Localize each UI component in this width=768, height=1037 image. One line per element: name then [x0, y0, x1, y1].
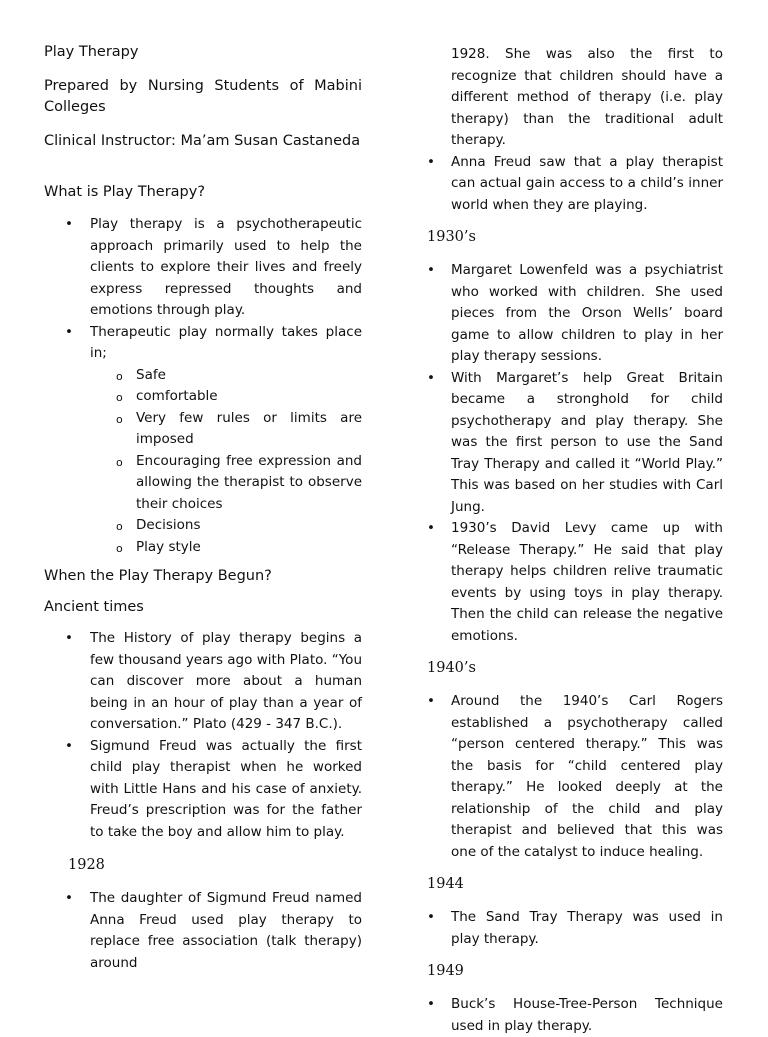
- list-item: • Anna Freud saw that a play therapist can actual gain access to a child’s inner world when they are playing.: [427, 152, 723, 217]
- heading-1928: 1928: [68, 857, 105, 873]
- list-item: • 1930’s David Levy came up with “Release Therapy.” He said that play therapy helps children relive traumatic events by using toys in play therapy. Then the child can release the negative emotions.: [427, 518, 723, 647]
- list-1949: [427, 994, 723, 1037]
- sub-list: [90, 365, 362, 559]
- list-item: • Margaret Lowenfeld was a psychiatrist who worked with children. She used pieces from the Orson Wells’ board game to allow children to play in her play therapy sessions.: [427, 260, 723, 368]
- clinical-instructor: Clinical Instructor: Ma’am Susan Castaneda: [44, 132, 361, 149]
- ancient-list: [44, 628, 362, 843]
- list-item: • Buck’s House-Tree-Person Technique used in play therapy.: [427, 994, 723, 1037]
- heading-when-begun: When the Play Therapy Begun?: [44, 568, 272, 584]
- list-item: • Sigmund Freud was actually the first child play therapist when he worked with Little Hans and his case of anxiety. Freud’s prescription was for the father to take the boy and allow him to play.: [44, 736, 362, 844]
- sub-list-item: o Encouraging free expression and allowing the therapist to observe their choices: [90, 451, 362, 516]
- heading-what-is: What is Play Therapy?: [44, 184, 206, 200]
- continued-text: 1928. She was also the first to recognize that children should have a different method of therapy (i.e. play therapy) than the traditional adult therapy.: [451, 46, 723, 148]
- list-1930s: [427, 260, 723, 647]
- list-item: [44, 322, 362, 559]
- list-item: • The daughter of Sigmund Freud named Anna Freud used play therapy to replace free association (talk therapy) around: [44, 888, 362, 974]
- prepared-by: Prepared by Nursing Students of Mabini Colleges: [44, 77, 362, 115]
- list-1928-cont: [427, 152, 723, 217]
- sub-list-item: o Play style: [90, 537, 362, 559]
- list-1940s: [427, 691, 723, 863]
- list-item: • Around the 1940’s Carl Rogers established a psychotherapy called “person centered therapy.” This was the basis for “child centered play therapy.” He looked deeply at the relationship of the child and play therapist and believed that this was one of the catalyst to induce healing.: [427, 691, 723, 863]
- list-item: • With Margaret’s help Great Britain became a stronghold for child psychotherapy and play therapy. She was the first person to use the Sand Tray Therapy and called it “World Play.” This was based on her studies with Carl Jung.: [427, 368, 723, 519]
- right-column: [427, 44, 723, 1037]
- heading-1940s: 1940’s: [427, 660, 476, 676]
- list-item: • Play therapy is a psychotherapeutic approach primarily used to help the clients to explore their lives and freely express repressed thoughts and emotions through play.: [44, 214, 362, 322]
- sub-list-item: o Decisions: [90, 515, 362, 537]
- sub-list-item: o Safe: [90, 365, 362, 387]
- left-column: [44, 42, 362, 974]
- heading-1949: 1949: [427, 963, 464, 979]
- list-item: • The History of play therapy begins a few thousand years ago with Plato. “You can discover more about a human being in an hour of play than a year of conversation.” Plato (429 - 347 B.C.).: [44, 628, 362, 736]
- what-is-list: [44, 214, 362, 558]
- sub-list-item: o comfortable: [90, 386, 362, 408]
- list-item-text: Therapeutic play normally takes place in;: [90, 323, 362, 361]
- heading-1944: 1944: [427, 876, 464, 892]
- heading-ancient-times: Ancient times: [44, 599, 144, 615]
- list-item: • The Sand Tray Therapy was used in play therapy.: [427, 907, 723, 950]
- sub-list-item: o Very few rules or limits are imposed: [90, 408, 362, 451]
- document-title: Play Therapy: [44, 44, 139, 60]
- heading-1930s: 1930’s: [427, 229, 476, 245]
- list-1928: [44, 888, 362, 974]
- list-1944: [427, 907, 723, 950]
